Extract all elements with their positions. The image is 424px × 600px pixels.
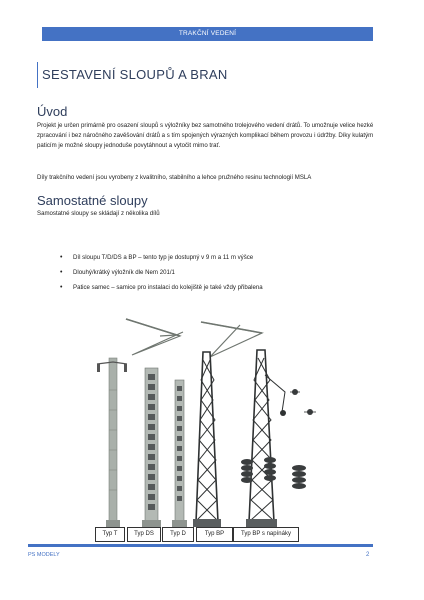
footer-divider	[28, 544, 373, 547]
bullet-item: • Dlouhý/krátký výložník dle Nem 201/1	[60, 265, 263, 280]
label-typ-bp: Typ BP	[196, 527, 233, 542]
bullet-item: • Patice samec – samice pro instalaci do kolejiště je také vždy přibalena	[60, 280, 263, 295]
intro-heading: Úvod	[37, 104, 68, 119]
label-typ-bp-napinaky: Typ BP s napínáky	[233, 527, 299, 542]
pole-typ-bp	[193, 352, 221, 527]
standalone-subtitle: Samostatné sloupy se skládají z několika dílů	[37, 210, 160, 217]
intro-paragraph-1: Projekt je určen primárně pro osazení sloupů s výložníky bez samotného trolejového vedení drátů. To umožnuje velice hezké zpracování i bez náročného zavěšování drátů a s tím spojených výrazných komplikací během provozu i údržby. Díky kulatým paticím je možné sloupy jednoduše povytáhnout a vytočit mimo trať.	[37, 122, 374, 149]
pole-typ-ds	[142, 368, 161, 528]
pole-typ-t	[97, 358, 127, 528]
label-typ-t: Typ T	[95, 527, 125, 542]
bullet-item: • Díl sloupu T/D/DS a BP – tento typ je dostupný v 9 m a 11 m výšce	[60, 250, 263, 265]
section-title: SESTAVENÍ SLOUPŮ A BRAN	[37, 62, 228, 88]
label-typ-d: Typ D	[162, 527, 194, 542]
standalone-heading: Samostatné sloupy	[37, 193, 148, 208]
footer-brand: PS MODELY	[28, 552, 60, 558]
label-typ-ds: Typ DS	[127, 527, 161, 542]
header-bar	[42, 27, 373, 41]
page-number: 2	[366, 552, 370, 558]
pole-typ-d	[172, 380, 187, 528]
header-title: TRAKČNÍ VEDENÍ	[178, 30, 237, 37]
poles-illustration	[0, 300, 424, 550]
intro-paragraph-2: Díly trakčního vedení jsou vyrobeny z kvalitního, stabilního a lehce pružného resinu technologií MSLA	[37, 174, 312, 181]
standalone-bullet-list	[60, 250, 263, 295]
pole-typ-bp-tensioners	[241, 350, 316, 527]
